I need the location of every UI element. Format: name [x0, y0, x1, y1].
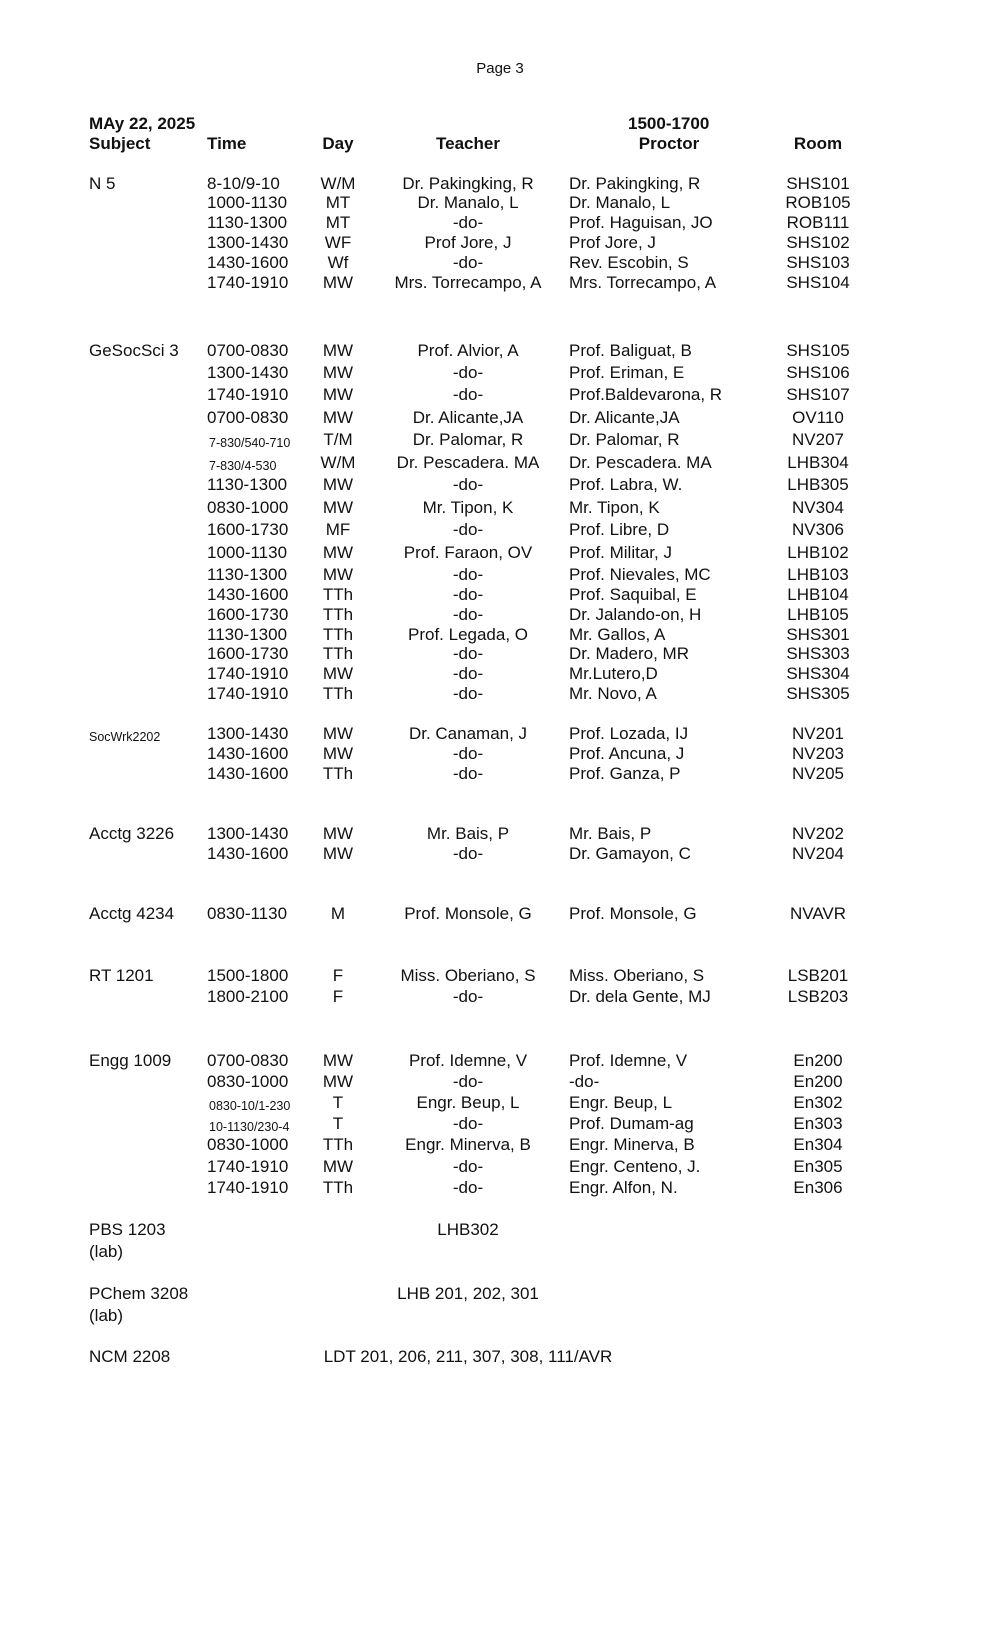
proctor-cell: Engr. Centeno, J.	[569, 1157, 701, 1176]
room-cell: En200	[793, 1072, 843, 1091]
time-cell: 1000-1130	[207, 543, 288, 562]
proctor-cell: Prof.Baldevarona, R	[569, 385, 723, 404]
time-cell: 1130-1300	[207, 625, 288, 644]
room-cell: En305	[793, 1157, 843, 1176]
teacher-cell: -do-	[452, 644, 484, 663]
proctor-cell: Mr. Novo, A	[569, 684, 657, 703]
room-cell: LHB104	[787, 585, 849, 604]
day-cell: MW	[322, 385, 354, 404]
teacher-cell: Prof. Faraon, OV	[403, 543, 533, 562]
day-cell: MW	[322, 744, 354, 763]
room-cell: ROB111	[786, 213, 850, 232]
room-cell: LHB103	[787, 565, 849, 584]
proctor-cell: Prof. Eriman, E	[569, 363, 685, 382]
time-cell: 1600-1730	[207, 644, 289, 663]
day-cell: TTh	[322, 1135, 354, 1154]
teacher-cell: Dr. Pakingking, R	[402, 174, 534, 193]
day-cell: W/M	[320, 174, 356, 193]
room-cell: ROB105	[785, 193, 851, 212]
col-header-day: Day	[322, 134, 354, 153]
lab-subject: PChem 3208	[89, 1284, 189, 1303]
teacher-cell: Mr. Bais, P	[426, 824, 510, 843]
room-cell: NV306	[792, 520, 844, 539]
room-cell: LHB105	[787, 605, 849, 624]
proctor-cell: Prof. Nievales, MC	[569, 565, 711, 584]
room-cell: LSB203	[787, 987, 849, 1006]
day-cell: F	[332, 966, 344, 985]
time-cell: 1430-1600	[207, 253, 289, 272]
time-cell: 8-10/9-10	[207, 174, 280, 193]
teacher-cell: -do-	[452, 585, 484, 604]
day-cell: MF	[325, 520, 351, 539]
teacher-cell: Mr. Tipon, K	[422, 498, 514, 517]
time-cell: 1430-1600	[207, 585, 289, 604]
teacher-cell: -do-	[452, 684, 484, 703]
day-cell: TTh	[322, 585, 354, 604]
lab-note: (lab)	[89, 1242, 124, 1261]
time-cell: 1300-1430	[207, 233, 289, 252]
time-cell: 0700-0830	[207, 1051, 289, 1070]
time-cell: 1430-1600	[207, 764, 289, 783]
time-cell: 1800-2100	[207, 987, 289, 1006]
lab-subject: PBS 1203	[89, 1220, 166, 1239]
col-header-room: Room	[793, 134, 843, 153]
time-cell: 1430-1600	[207, 844, 289, 863]
time-cell: 1600-1730	[207, 605, 289, 624]
time-cell: 1430-1600	[207, 744, 289, 763]
day-cell: M	[330, 904, 346, 923]
room-cell: En302	[793, 1093, 843, 1112]
room-cell: NVAVR	[789, 904, 847, 923]
teacher-cell: -do-	[452, 987, 484, 1006]
lab-rooms: LHB302	[437, 1220, 499, 1239]
proctor-cell: Dr. Jalando-on, H	[569, 605, 702, 624]
proctor-cell: Prof. Militar, J	[569, 543, 672, 562]
room-cell: LHB304	[787, 453, 849, 472]
day-cell: MW	[322, 543, 354, 562]
time-cell: 1740-1910	[207, 273, 289, 292]
lab-note: (lab)	[89, 1306, 124, 1325]
time-cell: 1300-1430	[207, 363, 289, 382]
day-cell: TTh	[322, 625, 354, 644]
time-cell: 0700-0830	[207, 408, 289, 427]
teacher-cell: Dr. Canaman, J	[408, 724, 528, 743]
time-cell: 1300-1430	[207, 824, 289, 843]
col-header-proctor: Proctor	[638, 134, 700, 153]
teacher-cell: -do-	[452, 1178, 484, 1197]
day-cell: MW	[322, 1157, 354, 1176]
proctor-cell: Prof. Idemne, V	[569, 1051, 688, 1070]
time-cell: 1740-1910	[207, 1157, 289, 1176]
teacher-cell: Mrs. Torrecampo, A	[394, 273, 542, 292]
proctor-cell: Prof. Labra, W.	[569, 475, 683, 494]
room-cell: LHB305	[787, 475, 849, 494]
time-cell: 1130-1300	[207, 565, 288, 584]
time-cell: 1740-1910	[207, 385, 289, 404]
teacher-cell: -do-	[452, 520, 484, 539]
teacher-cell: Dr. Manalo, L	[417, 193, 519, 212]
room-cell: SHS105	[786, 341, 850, 360]
day-cell: TTh	[322, 1178, 354, 1197]
teacher-cell: Prof. Legada, O	[407, 625, 529, 644]
proctor-cell: Dr. Palomar, R	[569, 430, 680, 449]
proctor-cell: Dr. dela Gente, MJ	[569, 987, 711, 1006]
proctor-cell: -do-	[569, 1072, 600, 1091]
time-cell: 10-1130/230-4	[209, 1120, 290, 1134]
subject-cell: Acctg 4234	[89, 904, 175, 923]
proctor-cell: Dr. Gamayon, C	[569, 844, 691, 863]
day-cell: MW	[322, 341, 354, 360]
proctor-cell: Dr. Pakingking, R	[569, 174, 701, 193]
proctor-cell: Prof. Libre, D	[569, 520, 670, 539]
day-cell: MW	[322, 724, 354, 743]
time-cell: 1300-1430	[207, 724, 289, 743]
time-cell: 1740-1910	[207, 1178, 289, 1197]
proctor-cell: Dr. Madero, MR	[569, 644, 689, 663]
room-cell: SHS102	[786, 233, 850, 252]
proctor-cell: Prof Jore, J	[569, 233, 656, 252]
day-cell: T	[332, 1093, 344, 1112]
proctor-cell: Engr. Minerva, B	[569, 1135, 695, 1154]
proctor-cell: Engr. Beup, L	[569, 1093, 673, 1112]
time-cell: 1130-1300	[207, 213, 288, 232]
room-cell: SHS103	[786, 253, 850, 272]
teacher-cell: -do-	[452, 1157, 484, 1176]
col-header-time: Time	[207, 134, 247, 153]
time-cell: 0830-1000	[207, 1135, 289, 1154]
proctor-cell: Mrs. Torrecampo, A	[569, 273, 717, 292]
day-cell: TTh	[322, 644, 354, 663]
teacher-cell: -do-	[452, 764, 484, 783]
day-cell: MW	[322, 475, 354, 494]
time-cell: 1000-1130	[207, 193, 288, 212]
room-cell: SHS107	[786, 385, 850, 404]
day-cell: MW	[322, 363, 354, 382]
teacher-cell: -do-	[452, 475, 484, 494]
room-cell: LSB201	[787, 966, 849, 985]
day-cell: MW	[322, 664, 354, 683]
time-cell: 7-830/540-710	[209, 436, 291, 450]
teacher-cell: -do-	[452, 744, 484, 763]
proctor-cell: Mr. Bais, P	[569, 824, 652, 843]
room-cell: NV201	[792, 724, 844, 743]
teacher-cell: -do-	[452, 844, 484, 863]
proctor-cell: Rev. Escobin, S	[569, 253, 689, 272]
time-cell: 1600-1730	[207, 520, 289, 539]
subject-cell: GeSocSci 3	[89, 341, 179, 360]
day-cell: MT	[325, 193, 351, 212]
room-cell: En303	[793, 1114, 843, 1133]
teacher-cell: Dr. Palomar, R	[412, 430, 524, 449]
proctor-cell: Prof. Monsole, G	[569, 904, 697, 923]
day-cell: MW	[322, 1072, 354, 1091]
room-cell: NV207	[792, 430, 844, 449]
proctor-cell: Dr. Alicante,JA	[569, 408, 680, 427]
time-cell: 7-830/4-530	[209, 459, 277, 473]
day-cell: W/M	[320, 453, 356, 472]
teacher-cell: -do-	[452, 1072, 484, 1091]
proctor-cell: Miss. Oberiano, S	[569, 966, 705, 985]
room-cell: En200	[793, 1051, 843, 1070]
proctor-cell: Prof. Lozada, IJ	[569, 724, 689, 743]
teacher-cell: Engr. Minerva, B	[405, 1135, 531, 1154]
teacher-cell: -do-	[452, 363, 484, 382]
day-cell: TTh	[322, 684, 354, 703]
day-cell: F	[332, 987, 344, 1006]
room-cell: SHS104	[786, 273, 850, 292]
proctor-cell: Prof. Haguisan, JO	[569, 213, 713, 232]
subject-cell: RT 1201	[89, 966, 154, 985]
col-header-teacher: Teacher	[436, 134, 500, 153]
day-cell: MW	[322, 824, 354, 843]
teacher-cell: Dr. Alicante,JA	[412, 408, 524, 427]
room-cell: En306	[793, 1178, 843, 1197]
proctor-cell: Mr. Gallos, A	[569, 625, 666, 644]
day-cell: Wf	[327, 253, 349, 272]
time-cell: 1500-1800	[207, 966, 289, 985]
lab-rooms: LHB 201, 202, 301	[397, 1284, 539, 1303]
subject-cell: SocWrk2202	[89, 730, 161, 744]
teacher-cell: -do-	[452, 605, 484, 624]
room-cell: NV304	[792, 498, 844, 517]
room-cell: NV203	[792, 744, 844, 763]
day-cell: T	[332, 1114, 344, 1133]
teacher-cell: Prof Jore, J	[424, 233, 512, 252]
time-cell: 1130-1300	[207, 475, 288, 494]
page-number: Page 3	[476, 60, 524, 77]
subject-cell: N 5	[89, 174, 116, 193]
teacher-cell: Prof. Monsole, G	[404, 904, 532, 923]
room-cell: LHB102	[787, 543, 849, 562]
time-cell: 0700-0830	[207, 341, 289, 360]
proctor-cell: Mr. Tipon, K	[569, 498, 660, 517]
day-cell: MW	[322, 844, 354, 863]
subject-cell: Acctg 3226	[89, 824, 175, 843]
room-cell: SHS106	[786, 363, 850, 382]
teacher-cell: -do-	[452, 385, 484, 404]
proctor-cell: Prof. Ganza, P	[569, 764, 681, 783]
teacher-cell: -do-	[452, 664, 484, 683]
teacher-cell: -do-	[452, 253, 484, 272]
proctor-cell: Prof. Dumam-ag	[569, 1114, 694, 1133]
room-cell: OV110	[792, 408, 844, 427]
day-cell: MW	[322, 498, 354, 517]
room-cell: SHS304	[786, 664, 850, 683]
teacher-cell: -do-	[452, 565, 484, 584]
day-cell: T/M	[323, 430, 353, 449]
room-cell: En304	[793, 1135, 843, 1154]
day-cell: TTh	[322, 605, 354, 624]
room-cell: SHS303	[786, 644, 850, 663]
room-cell: NV204	[792, 844, 844, 863]
day-cell: MW	[322, 408, 354, 427]
time-cell: 0830-1000	[207, 498, 289, 517]
time-cell: 1740-1910	[207, 684, 289, 703]
proctor-cell: Mr.Lutero,D	[569, 664, 658, 683]
teacher-cell: Miss. Oberiano, S	[400, 966, 536, 985]
col-header-subject: Subject	[89, 134, 151, 153]
subject-cell: Engg 1009	[89, 1051, 172, 1070]
proctor-cell: Prof. Saquibal, E	[569, 585, 697, 604]
time-cell: 0830-1130	[207, 904, 288, 923]
teacher-cell: Prof. Idemne, V	[408, 1051, 528, 1070]
room-cell: NV205	[792, 764, 844, 783]
day-cell: MW	[322, 273, 354, 292]
proctor-cell: Dr. Manalo, L	[569, 193, 671, 212]
exam-time-block: 1500-1700	[628, 114, 710, 133]
proctor-cell: Prof. Ancuna, J	[569, 744, 685, 763]
day-cell: MT	[325, 213, 351, 232]
room-cell: SHS305	[786, 684, 850, 703]
room-cell: NV202	[792, 824, 844, 843]
lab-subject: NCM 2208	[89, 1347, 171, 1366]
teacher-cell: Prof. Alvior, A	[417, 341, 519, 360]
room-cell: SHS101	[786, 174, 850, 193]
proctor-cell: Dr. Pescadera. MA	[569, 453, 712, 472]
teacher-cell: -do-	[452, 1114, 484, 1133]
proctor-cell: Prof. Baliguat, B	[569, 341, 692, 360]
day-cell: MW	[322, 1051, 354, 1070]
teacher-cell: Engr. Beup, L	[416, 1093, 520, 1112]
proctor-cell: Engr. Alfon, N.	[569, 1178, 678, 1197]
teacher-cell: -do-	[452, 213, 484, 232]
room-cell: SHS301	[786, 625, 850, 644]
time-cell: 0830-1000	[207, 1072, 289, 1091]
day-cell: MW	[322, 565, 354, 584]
exam-date: MAy 22, 2025	[89, 114, 196, 133]
lab-rooms: LDT 201, 206, 211, 307, 308, 111/AVR	[323, 1347, 613, 1366]
teacher-cell: Dr. Pescadera. MA	[396, 453, 540, 472]
day-cell: WF	[324, 233, 352, 252]
time-cell: 0830-10/1-230	[209, 1099, 291, 1113]
time-cell: 1740-1910	[207, 664, 289, 683]
day-cell: TTh	[322, 764, 354, 783]
